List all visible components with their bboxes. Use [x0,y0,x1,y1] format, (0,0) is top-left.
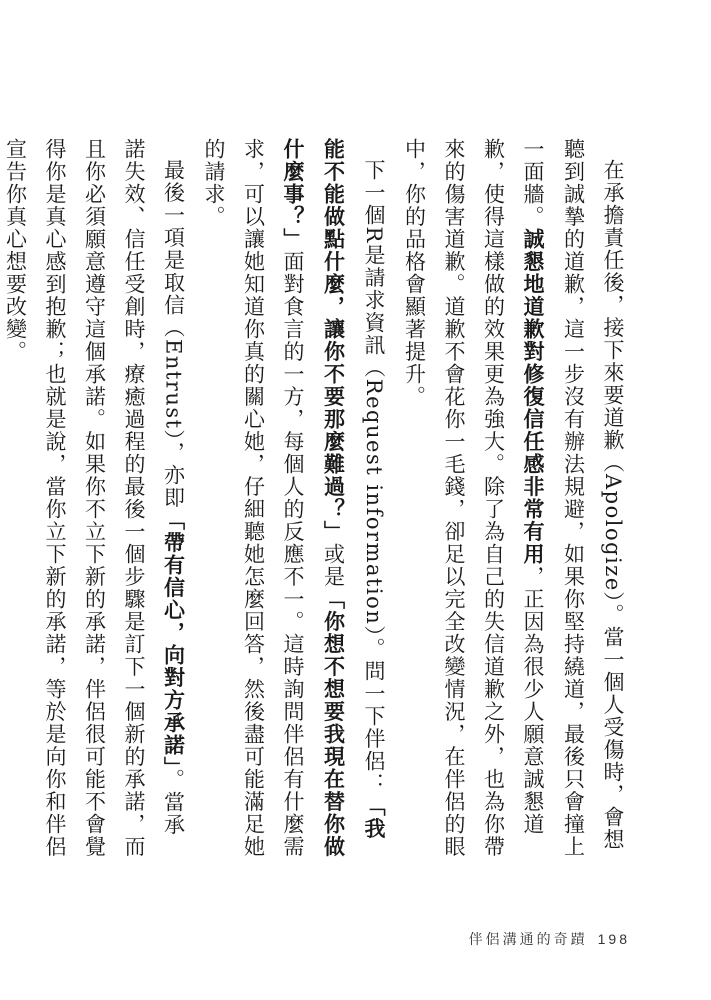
bold-text-segment: 誠懇地道歉對修復信任感非常有用 [521,228,546,566]
text-segment: 或是 [321,543,346,588]
text-segment: 在承擔責任後，接下來要道歉（Apologize）。當一個人受傷時，會想聽到誠摯的道歉，這一步沒有辦法規避，如果你堅持繞道，最後只會撞上一面牆。 [521,138,625,858]
text-segment: 下一個R是請求資訊（Request information）。問一下伴侶： [362,159,386,795]
vertical-text-body [3,138,632,858]
page-footer [400,929,630,949]
paragraph-apologize [394,138,632,858]
text-segment: 最後一項是取信（Entrust），亦即 [161,159,186,510]
text-segment: 面對食言的一方，每個人的反應不一。這時詢問伴侶有什麼需求，可以讓她知道你真的關心她，仔細聽她怎麼回答，然後盡可能滿足她的請求。 [202,138,305,858]
bold-text-segment: 「我能不能做點什麼，讓你不要那麼難過？」 [321,138,387,840]
bold-text-segment: 「帶有信心，向對方承諾」 [161,509,187,769]
text-segment: 。當承諾失效、信任受創時，療癒過程的最後一個步驟是訂下一個新的承諾，而且你必須願意遵守這個承諾。如果你不立下新的承諾，伴侶很可能不會覺得你是真心感到抱歉；也就是說，當你立下新的承諾，等於是向你和伴侶宣告你真心想要改變。 [3,138,186,858]
paragraph-request-information [194,138,395,858]
page-number: 198 [597,931,630,947]
text-segment: ，正因為很少人願意誠懇道歉，使得這樣做的效果更為強大。除了為自己的失信道歉之外，也為你帶來的傷害道歉。道歉不會花你一毛錢，卻足以完全改變情況，在伴侶的眼中，你的品格會顯著提升。 [402,138,545,858]
paragraph-entrust [0,138,194,858]
running-title: 伴侶溝通的奇蹟 [468,931,588,947]
bold-text-segment: 「你想不想要我現在替你做什麼事？」 [281,138,347,858]
